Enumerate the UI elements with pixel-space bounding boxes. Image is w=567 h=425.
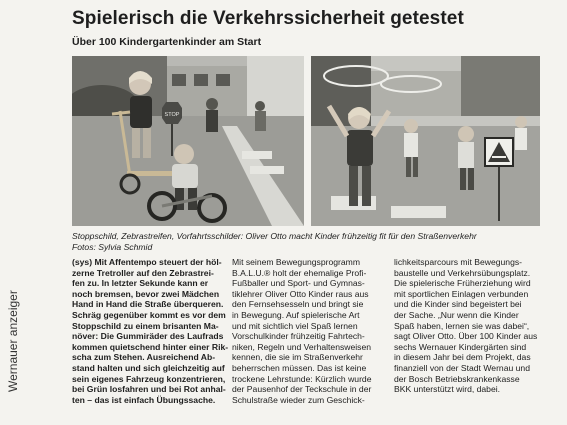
text-line: lichkeitsparcours mit Bewegungs- — [394, 257, 523, 267]
text-line: Fußballer und Sport- und Gymnas- — [232, 278, 365, 289]
text-line: und mit sichtlich viel Spaß lernen — [232, 320, 358, 331]
text-line: sagt Oliver Otto. Über 100 Kinder aus — [394, 331, 538, 342]
text-line: finanziell von der Stadt Wernau und — [394, 362, 530, 373]
text-line: den Fernsehsesseln und bringt sie — [232, 299, 364, 310]
photo-caption — [72, 231, 542, 252]
text-line: növer: Die Gummiräder des Laufrads — [72, 331, 224, 342]
text-line: bei Grün losfahren und bei Rot anhal- — [72, 384, 226, 395]
article-column-3 — [394, 257, 544, 395]
text-line: ten – das ist einfach Übungssache. — [72, 394, 216, 405]
text-line: mit sportlichen Einlagen verbunden — [394, 288, 529, 299]
text-line: Stoppschild zu einem brisanten Ma- — [72, 320, 219, 331]
text-line: baustelle und Verkehrsübungsplatz. — [394, 267, 531, 278]
text-line: Spaß haben, lernen sie was dabei“, — [394, 320, 530, 331]
subheadline: Über 100 Kindergartenkinder am Start — [72, 36, 262, 48]
text-line: stand halten und sich gleichzeitig auf — [72, 362, 225, 373]
publication-name: Wernauer anzeiger — [6, 290, 20, 392]
text-line: beherrschen müssen. Das ist keine — [232, 362, 367, 373]
text-line: Die spielerische Früherziehung wird — [394, 278, 531, 289]
text-line: sein eigenes Fahrzeug konzentrieren, — [72, 373, 226, 384]
text-line: kennen, die sie im Straßenverkehr — [232, 352, 363, 363]
text-line: und die Kinder sind begeistert bei — [394, 299, 522, 310]
headline: Spielerisch die Verkehrssicherheit getestet — [72, 8, 464, 29]
article-column-2 — [232, 257, 384, 405]
text-line: in Bewegung. Auf spielerische Art — [232, 309, 360, 320]
text-line: der Bosch Betriebskrankenkasse — [394, 373, 520, 384]
text-line: in diesem Jahr bei dem Projekt, das — [394, 352, 531, 363]
text-line: niken, Regeln und Verhaltensweisen — [232, 341, 372, 352]
photo-right — [311, 56, 540, 226]
text-line: noch bremsen, bevor zwei Mädchen — [72, 288, 220, 299]
text-line: der Sache. „Nur wenn die Kinder — [394, 309, 519, 320]
text-line: tiklehrer Oliver Otto Kinder raus aus — [232, 288, 369, 299]
text-line: trockene Lehrstunde: Kürzlich wurde — [232, 373, 372, 384]
text-line: fen zu. In letzter Sekunde kann er — [72, 278, 209, 289]
text-line: (sys) Mit Affentempo steuert der höl- — [72, 257, 222, 267]
text-line: zerne Tretroller auf den Zebrastrei- — [72, 267, 214, 278]
text-line: BKK unterstützt wird, dabei. — [394, 384, 501, 395]
photo-credit: Fotos: Sylvia Schmid — [72, 241, 153, 252]
text-line: Schräg gegenüber kommt es vor dem — [72, 309, 226, 320]
text-line: der Pausenhof der Teckschule in der — [232, 384, 372, 395]
caption-line: Stoppschild, Zebrastreifen, Vorfahrtsschilder: Oliver Otto macht Kinder frühzeitig fit für den Straßenverkehr — [72, 231, 477, 241]
text-line: B.A.L.U.® holt der ehemalige Profi- — [232, 267, 367, 278]
text-line: Vorschulkinder frühzeitig Fahrtech- — [232, 331, 365, 342]
stop-sign-text: STOP — [164, 112, 180, 118]
text-line: Hand in Hand die Straße überqueren. — [72, 299, 224, 310]
photo-left — [72, 56, 304, 226]
text-line: scha zum Stehen. Ausreichend Ab- — [72, 352, 216, 363]
text-line: Mit seinem Bewegungsprogramm — [232, 257, 361, 267]
article-column-1 — [72, 257, 229, 405]
text-line: kommen quietschend hinter einer Rik- — [72, 341, 229, 352]
text-line: Schulstraße wieder zum Geschick- — [232, 394, 365, 405]
text-line: sechs Wernauer Kindergärten sind — [394, 341, 527, 352]
